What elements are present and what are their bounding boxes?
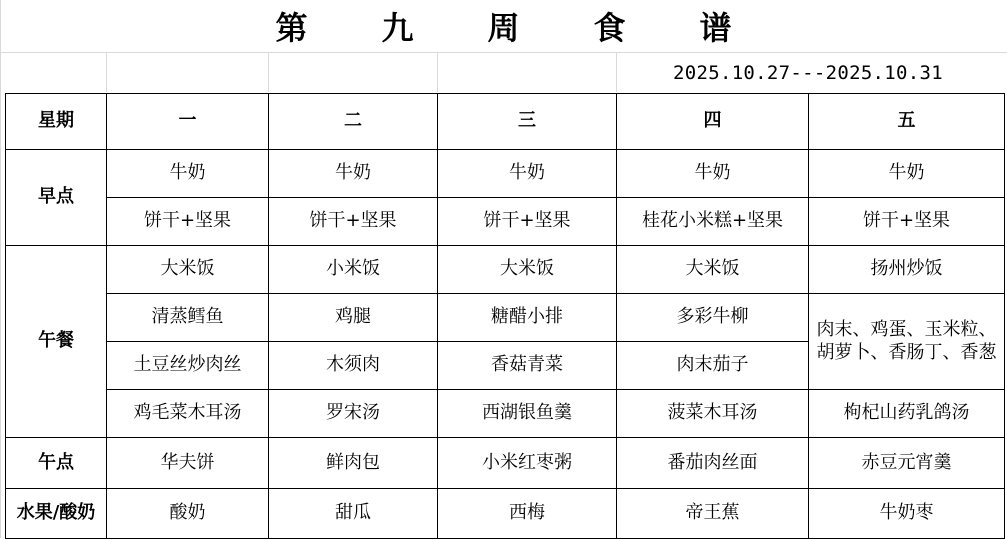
menu-cell: 木须肉 xyxy=(269,342,438,390)
afternoon-label: 午点 xyxy=(6,438,107,489)
menu-cell: 肉末茄子 xyxy=(617,342,809,390)
menu-cell: 大米饭 xyxy=(617,246,809,294)
lunch-label: 午餐 xyxy=(6,246,107,438)
menu-cell: 牛奶 xyxy=(269,150,438,198)
menu-cell: 土豆丝炒肉丝 xyxy=(107,342,269,390)
menu-cell: 鸡毛菜木耳汤 xyxy=(107,390,269,438)
lunch-row-2 xyxy=(6,294,1005,342)
menu-cell: 牛奶 xyxy=(809,150,1005,198)
menu-cell: 牛奶 xyxy=(438,150,617,198)
menu-cell: 西湖银鱼羹 xyxy=(438,390,617,438)
lunch-row-1 xyxy=(6,246,1005,294)
menu-cell: 鲜肉包 xyxy=(269,438,438,489)
afternoon-row xyxy=(6,438,1005,489)
menu-cell: 大米饭 xyxy=(438,246,617,294)
sheet-gridline xyxy=(0,52,1007,53)
sheet-gridline xyxy=(437,52,438,92)
menu-cell: 番茄肉丝面 xyxy=(617,438,809,489)
menu-cell: 牛奶 xyxy=(107,150,269,198)
menu-cell: 罗宋汤 xyxy=(269,390,438,438)
lunch-row-4 xyxy=(6,390,1005,438)
menu-cell: 饼干+坚果 xyxy=(809,198,1005,246)
menu-cell: 糖醋小排 xyxy=(438,294,617,342)
menu-cell: 赤豆元宵羹 xyxy=(809,438,1005,489)
menu-cell: 甜瓜 xyxy=(269,489,438,539)
menu-cell: 小米饭 xyxy=(269,246,438,294)
page-title xyxy=(0,0,1007,52)
title-char: 谱 xyxy=(699,9,732,47)
fruit-row xyxy=(6,489,1005,539)
menu-cell: 西梅 xyxy=(438,489,617,539)
sheet-gridline xyxy=(268,52,269,92)
title-char: 食 xyxy=(593,9,626,47)
menu-cell: 枸杞山药乳鸽汤 xyxy=(809,390,1005,438)
menu-cell: 菠菜木耳汤 xyxy=(617,390,809,438)
menu-cell: 多彩牛柳 xyxy=(617,294,809,342)
weekday-fri: 五 xyxy=(809,94,1005,150)
menu-cell: 饼干+坚果 xyxy=(107,198,269,246)
menu-cell: 饼干+坚果 xyxy=(438,198,617,246)
weekday-mon: 一 xyxy=(107,94,269,150)
title-char: 九 xyxy=(381,9,414,47)
breakfast-row-1 xyxy=(6,150,1005,198)
menu-cell: 鸡腿 xyxy=(269,294,438,342)
sheet-left-edge xyxy=(0,0,1,538)
menu-cell-merged: 肉末、鸡蛋、玉米粒、胡萝卜、香肠丁、香葱 xyxy=(809,294,1005,390)
menu-table xyxy=(5,93,1005,539)
menu-cell: 清蒸鳕鱼 xyxy=(107,294,269,342)
weekday-tue: 二 xyxy=(269,94,438,150)
title-char: 第 xyxy=(275,9,308,47)
menu-cell: 帝王蕉 xyxy=(617,489,809,539)
date-range: 2025.10.27---2025.10.31 xyxy=(673,62,943,84)
menu-cell: 扬州炒饭 xyxy=(809,246,1005,294)
fruit-label: 水果/酸奶 xyxy=(6,489,107,539)
title-char: 周 xyxy=(487,9,520,47)
breakfast-row-2 xyxy=(6,198,1005,246)
breakfast-label: 早点 xyxy=(6,150,107,246)
weekday-thu: 四 xyxy=(617,94,809,150)
weekday-header-label: 星期 xyxy=(6,94,107,150)
menu-cell: 饼干+坚果 xyxy=(269,198,438,246)
menu-cell: 香菇青菜 xyxy=(438,342,617,390)
menu-cell: 大米饭 xyxy=(107,246,269,294)
menu-cell: 牛奶 xyxy=(617,150,809,198)
weekday-header-row xyxy=(6,94,1005,150)
menu-cell: 华夫饼 xyxy=(107,438,269,489)
menu-cell: 桂花小米糕+坚果 xyxy=(617,198,809,246)
sheet-gridline xyxy=(106,52,107,92)
weekday-wed: 三 xyxy=(438,94,617,150)
menu-cell: 酸奶 xyxy=(107,489,269,539)
menu-cell: 牛奶枣 xyxy=(809,489,1005,539)
menu-cell: 小米红枣粥 xyxy=(438,438,617,489)
